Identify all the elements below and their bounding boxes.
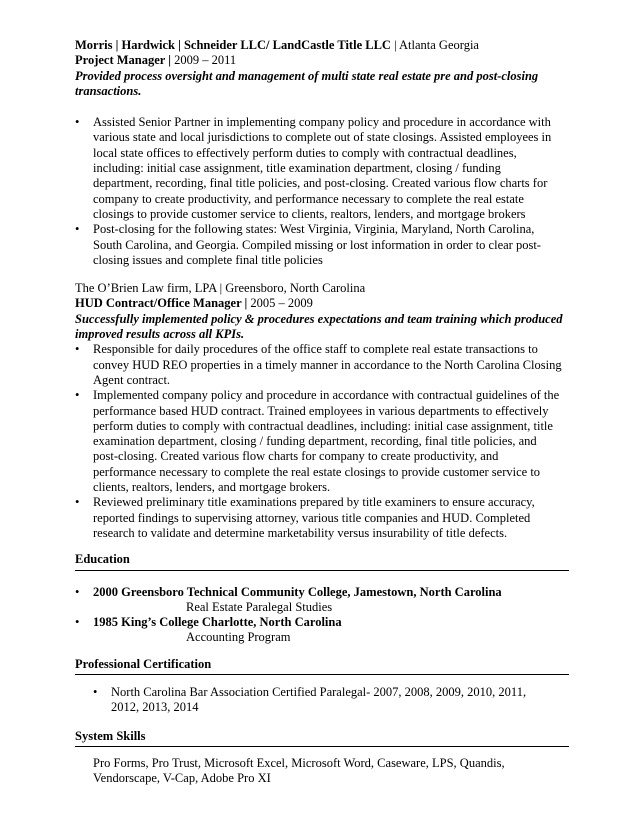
- education-item-2-title: 1985 King’s College Charlotte, North Carolina: [93, 615, 342, 630]
- bullet-icon: •: [75, 388, 80, 403]
- job1-b1-l6: company to create productivity, and performance necessary to complete the real estate: [93, 191, 524, 206]
- job1-b2-l3: closing issues and complete final title policies: [93, 252, 323, 267]
- job2-dates: 2005 – 2009: [247, 296, 313, 311]
- job1-summary-line1: Provided process oversight and management of multi state real estate pre and post-closing: [75, 68, 539, 83]
- bullet-icon: •: [75, 222, 80, 237]
- job2-b2-l4: examination department, closing / funding department, recording, final title policies, and: [93, 434, 537, 449]
- job1-bullet-2: [75, 222, 568, 268]
- job2-title: HUD Contract/Office Manager |: [75, 296, 248, 311]
- job1-title-line: [75, 53, 568, 68]
- job2-company-line: The O’Brien Law firm, LPA | Greensboro, North Carolina: [75, 281, 366, 296]
- certification-item: [93, 685, 568, 716]
- bullet-icon: •: [75, 584, 80, 599]
- education-heading: Education: [75, 552, 569, 570]
- job1-title: Project Manager |: [75, 53, 172, 68]
- bullet-icon: •: [75, 495, 80, 510]
- skills-line-1: Pro Forms, Pro Trust, Microsoft Excel, Microsoft Word, Caseware, LPS, Quandis,: [93, 755, 505, 770]
- job1-company: Morris | Hardwick | Schneider LLC/ LandCastle Title LLC: [75, 38, 391, 52]
- skills-heading: System Skills: [75, 729, 569, 747]
- job2-header: [75, 281, 568, 342]
- job1-summary-line2: transactions.: [75, 83, 142, 98]
- skills-body: [75, 756, 568, 787]
- job1-b2-l1: Post-closing for the following states: West Virginia, Virginia, Maryland, North Carolina,: [93, 222, 535, 237]
- education-item-1-sub: Real Estate Paralegal Studies: [186, 599, 333, 614]
- job2-b2-l3: perform duties to comply with contractual deadlines, including: initial case assignment, title: [93, 418, 553, 433]
- job1-b1-l2: various state and local jurisdictions to complete out of state closings. Assisted employees in: [93, 130, 552, 145]
- job2-b1-l2: convey HUD REO properties in a timely manner in accordance to the North Carolina Closing: [93, 357, 562, 372]
- certification-heading: Professional Certification: [75, 657, 569, 675]
- job1-company-line: [75, 38, 568, 53]
- certification-item-l1: North Carolina Bar Association Certified Paralegal- 2007, 2008, 2009, 2010, 2011,: [111, 684, 527, 699]
- job2-b2-l2: performance based HUD contract. Trained employees in various departments to effectively: [93, 403, 549, 418]
- job1-bullet-1: [75, 115, 568, 222]
- job2-b2-l1: Implemented company policy and procedure in accordance with contractual guidelines of the: [93, 388, 560, 403]
- job1-b1-l5: department, recording, final title policies, and post-closing. Created various flow charts for: [93, 176, 548, 191]
- job2-summary-line1: Successfully implemented policy & procedures expectations and team training which produced: [75, 311, 563, 326]
- bullet-icon: •: [93, 684, 98, 699]
- job2-b3-l3: research to validate and determine marketability versus insurability of title defects.: [93, 525, 508, 540]
- job1-b1-l3: local state offices to effectively perform duties to comply with contractual deadlines,: [93, 145, 517, 160]
- job1-b1-l4: including: initial case assignment, title examination department, closing / funding: [93, 161, 501, 176]
- job1-header: [75, 38, 568, 99]
- education-item-2: [75, 615, 568, 646]
- job2-b1-l1: Responsible for daily procedures of the office staff to complete real estate transactions to: [93, 342, 538, 357]
- education-item-1: [75, 585, 568, 616]
- job2-bullet-1: [75, 342, 568, 388]
- job2-b3-l1: Reviewed preliminary title examinations prepared by title examiners to ensure accuracy,: [93, 495, 535, 510]
- job1-location: | Atlanta Georgia: [390, 38, 479, 52]
- education-item-1-title: 2000 Greensboro Technical Community College, Jamestown, North Carolina: [93, 584, 502, 599]
- certification-item-l2: 2012, 2013, 2014: [111, 700, 199, 715]
- bullet-icon: •: [75, 342, 80, 357]
- education-item-2-sub: Accounting Program: [186, 630, 291, 645]
- education-list: [75, 585, 568, 646]
- bullet-icon: •: [75, 115, 80, 130]
- certification-list: [75, 685, 568, 716]
- job2-b2-l5: post-closing. Created various flow charts for company to create productivity, and: [93, 449, 499, 464]
- skills-line-2: Vendorscape, V-Cap, Adobe Pro XI: [93, 771, 271, 786]
- bullet-icon: •: [75, 615, 80, 630]
- job1-b2-l2: South Carolina, and Georgia. Compiled missing or lost information in order to clear post-: [93, 237, 541, 252]
- job1-dates: 2009 – 2011: [171, 53, 237, 68]
- job1-b1-l1: Assisted Senior Partner in implementing company policy and procedure in accordance with: [93, 115, 551, 130]
- job2-b2-l7: clients, realtors, lenders, and mortgage brokers.: [93, 480, 331, 495]
- job2-b1-l3: Agent contract.: [93, 372, 171, 387]
- job2-summary-line2: improved results across all KPIs.: [75, 327, 245, 342]
- job1-b1-l7: closings to provide customer service to clients, realtors, lenders, and mortgage brokers: [93, 206, 526, 221]
- job2-bullets: [75, 342, 568, 541]
- job2-bullet-2: [75, 388, 568, 495]
- job1-bullets: [75, 115, 568, 268]
- job2-bullet-3: [75, 495, 568, 541]
- job2-b3-l2: reported findings to supervising attorney, various title companies and HUD. Completed: [93, 510, 531, 525]
- job2-b2-l6: performance necessary to complete the real estate closings to provide customer service to: [93, 464, 541, 479]
- job2-title-line: [75, 296, 568, 311]
